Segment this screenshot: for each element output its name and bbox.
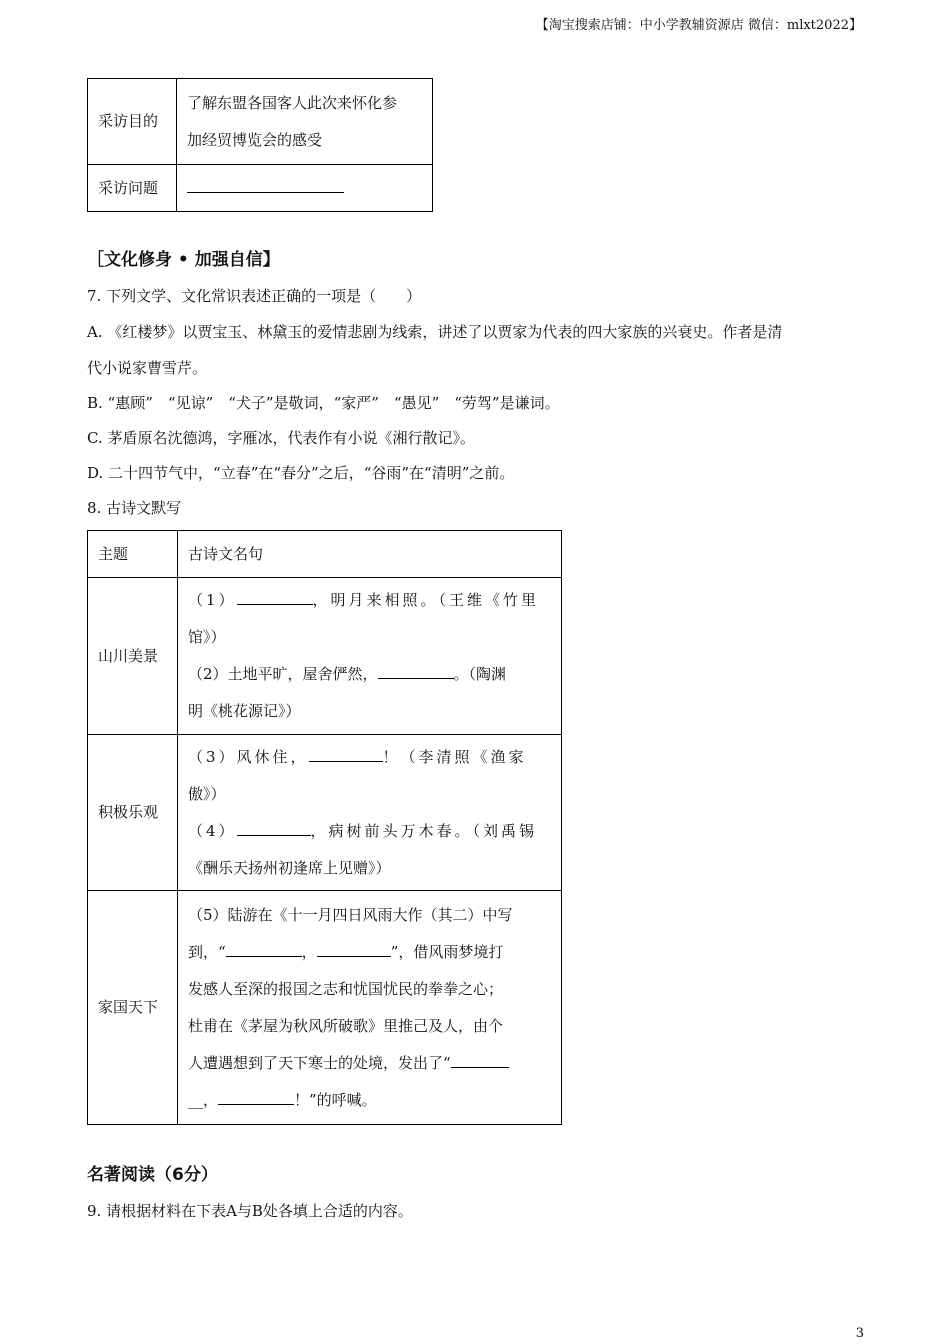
question-7-stem: 7. 下列文学、文化常识表述正确的一项是（ ） [87,287,422,305]
cell-line: 人遭遇想到了天下寒士的处境，发出了“ [188,1045,551,1082]
table-cell-label: 采访目的 [88,79,177,165]
cell-line: 明《桃花源记》） [188,702,301,720]
table-cell-label: 采访问题 [88,165,177,212]
interview-table [87,78,433,212]
option-b[interactable]: B. “惠顾” “见谅” “犬子”是敬词，“家严” “愚见” “劳驾”是谦词。 [87,394,560,412]
answer-blank[interactable] [218,1090,294,1105]
cell-line: 到，“ ， ”，借风雨梦境打 [188,942,504,961]
question-8-stem: 8. 古诗文默写 [87,499,182,517]
answer-blank[interactable] [187,178,344,193]
page-header: 【淘宝搜索店铺：中小学教辅资源店 微信：mlxt2022】 [535,18,862,33]
cell-line: 发感人至深的报国之志和忧国忧民的拳拳之心； [188,979,504,998]
table-row [88,79,433,165]
answer-blank-cell[interactable] [177,165,433,212]
section-title: 名著阅读（6分） [87,1165,218,1185]
lines-cell [178,891,562,1125]
option-c[interactable]: C. 茅盾原名沈德鸿，字雁冰，代表作有小说《湘行散记》。 [87,429,475,447]
cell-line: （5）陆游在《十一月四日风雨大作（其二）中写 [188,905,513,924]
answer-blank[interactable] [226,942,302,957]
answer-blank[interactable] [237,590,313,605]
option-a-continued: 代小说家曹雪芹。 [87,359,208,377]
answer-blank[interactable] [378,664,454,679]
cell-line: 馆》） [188,628,226,646]
question-9-stem: 9. 请根据材料在下表A与B处各填上合适的内容。 [87,1202,413,1220]
cell-line: 傲》） [188,784,226,803]
column-header-theme: 主题 [88,531,178,578]
cell-line: 《酬乐天扬州初逢席上见赠》） [188,858,391,877]
lines-cell [178,578,562,735]
theme-cell: 积极乐观 [88,735,178,891]
option-a[interactable]: A. 《红楼梦》以贾宝玉、林黛玉的爱情悲剧为线索，讲述了以贾家为代表的四大家族的兴衰史。作者是清 [87,323,783,341]
lines-cell [178,735,562,891]
cell-line: 加经贸博览会的感受 [187,130,323,149]
answer-blank[interactable] [237,821,311,836]
cell-line: __， ！”的呼喊。 [188,1090,377,1109]
answer-blank[interactable] [451,1053,509,1068]
cell-line: （3）风休住， ！（李清照《渔家 [188,747,527,766]
theme-cell: 山川美景 [88,578,178,735]
cell-line: （1） ，明月来相照。（王维《竹里 [188,591,540,609]
section-title: ［文化修身 • 加强自信】 [87,250,280,270]
table-row [88,735,562,891]
cell-line: （2）土地平旷，屋舍俨然， 。（陶渊 [188,665,507,683]
answer-blank[interactable] [317,942,391,957]
answer-blank[interactable] [309,747,383,762]
cell-line: 了解东盟各国客人此次来怀化参 [187,93,398,112]
table-row [88,165,433,212]
poetry-table [87,530,562,1125]
table-row [88,578,562,735]
theme-cell: 家国天下 [88,891,178,1125]
cell-line: （4） ，病树前头万木春。（刘禹锡 [188,821,538,840]
column-header-lines: 古诗文名句 [178,531,562,578]
cell-line: 杜甫在《茅屋为秋风所破歌》里推己及人，由个 [188,1016,504,1035]
table-cell-content [177,79,433,165]
table-row [88,891,562,1125]
page-number: 3 [855,1326,864,1341]
option-d[interactable]: D. 二十四节气中，“立春”在“春分”之后，“谷雨”在“清明”之前。 [87,464,515,482]
table-header-row [88,531,562,578]
